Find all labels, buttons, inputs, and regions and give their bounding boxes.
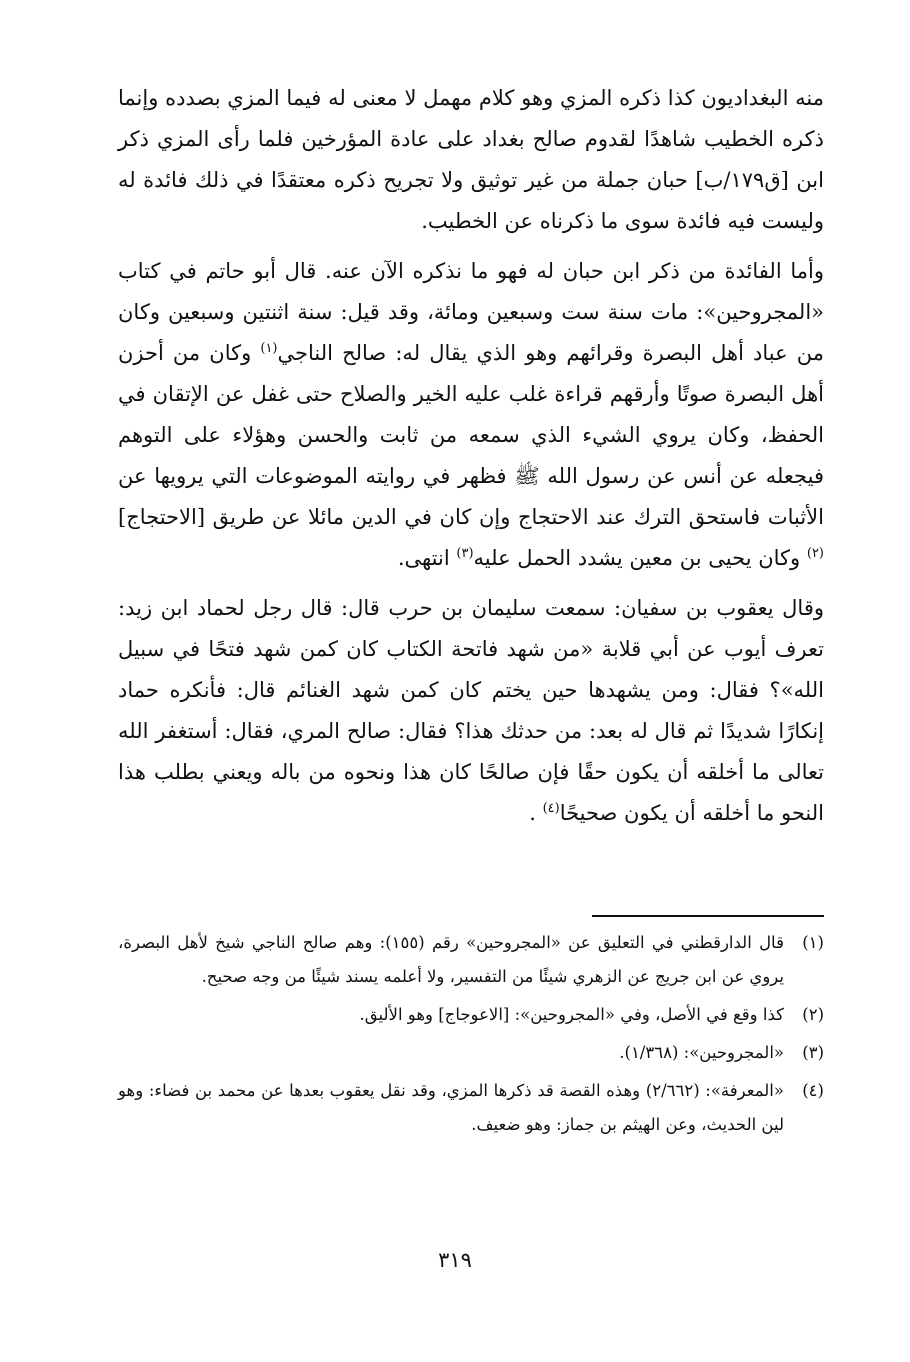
page-number: ٣١٩: [438, 1248, 472, 1272]
main-text: [118, 78, 824, 843]
paragraph-3-text-a: وقال يعقوب بن سفيان: سمعت سليمان بن حرب قال: قال رجل لحماد ابن زيد: تعرف أيوب عن أبي قلابة «من شهد فاتحة الكتاب كان كمن شهد فتحًا في سبيل الله»؟ فقال: ومن يشهدها حين يختم كان كمن شهد الغنائم قال: فأنكره حماد إنكارًا شديدًا ثم قال له بعد: من حدثك هذا؟ فقال: صالح المري، فقال: أستغفر الله تعالى ما أخلقه أن يكون حقًا فإن صالحًا كان هذا ونحوه من باله ويعني بطلب هذا النحو ما أخلقه أن يكون صحيحًا: [118, 596, 824, 825]
footnote-4-number: (٤): [802, 1081, 824, 1100]
paragraph-1-text: منه البغداديون كذا ذكره المزي وهو كلام مهمل لا معنى له فيما المزي بصدده وإنما ذكره الخطيب شاهدًا لقدوم صالح بغداد على عادة المؤرخين فلما رأى المزي ذكر ابن [ق١٧٩/ب] حبان جملة من غير توثيق ولا تجريح ذكره معتقدًا في ذلك فائدة له وليست فيه فائدة سوى ما ذكرناه عن الخطيب.: [118, 86, 824, 233]
footnote-3-text: «المجروحين»: (١/٣٦٨).: [619, 1043, 784, 1062]
paragraph-3-text-b: .: [529, 801, 543, 825]
footnote-1: [118, 926, 824, 994]
paragraph-3: [118, 588, 824, 834]
paragraph-2-text-a: وأما الفائدة من ذكر ابن حبان له فهو ما نذكره الآن عنه. قال أبو حاتم في كتاب «المجروحين»: مات سنة ست وسبعين ومائة، وقد قيل: سنة اثنتين وسبعين وكان من عباد أهل البصرة وقرائهم وهو الذي يقال له: صالح الناجي: [118, 259, 825, 365]
footnote-2: [118, 998, 824, 1032]
footnote-4: [118, 1074, 824, 1142]
paragraph-2-text-b: وكان من أحزن أهل البصرة صوتًا وأرقهم قراءة غلب عليه الخير والصلاح حتى غفل عن الإتقان في الحفظ، وكان يروي الشيء الذي سمعه من ثابت والحسن وهؤلاء على التوهم فيجعله عن أنس عن رسول الله ﷺ فظهر في روايته الموضوعات التي يرويها عن الأثبات فاستحق الترك عند الاحتجاج وإن كان في الدين مائلا عن طريق [الاحتجاج]: [118, 341, 824, 529]
paragraph-2-text-d: انتهى.: [397, 546, 457, 570]
footnote-3-number: (٣): [802, 1043, 824, 1062]
footnote-2-text: كذا وقع في الأصل، وفي «المجروحين»: [الاعوجاج] وهو الأليق.: [359, 1005, 784, 1024]
footnote-ref-2: (٢): [806, 546, 824, 561]
paragraph-1: [118, 78, 824, 242]
footnote-3: [118, 1036, 824, 1070]
footnote-2-number: (٢): [802, 1005, 824, 1024]
footnote-1-text: قال الدارقطني في التعليق عن «المجروحين» رقم (١٥٥): وهم صالح الناجي شيخ لأهل البصرة، يروي عن ابن جريج عن الزهري شيئًا من التفسير، ولا أعلمه يسند شيئًا من وجه صحيح.: [118, 933, 784, 986]
paragraph-2-text-c: وكان يحيى بن معين يشدد الحمل عليه: [473, 546, 807, 570]
footnote-separator: [592, 915, 824, 917]
footnote-1-number: (١): [802, 933, 824, 952]
footnote-ref-1: (١): [260, 341, 278, 356]
paragraph-2: [118, 251, 824, 579]
footnote-4-text: «المعرفة»: (٢/٦٦٢) وهذه القصة قد ذكرها المزي، وقد نقل يعقوب بعدها عن محمد بن فضاء: وهو لين الحديث، وعن الهيثم بن جماز: وهو ضعيف.: [118, 1081, 784, 1134]
footnote-ref-3: (٣): [456, 546, 474, 561]
footnote-ref-4: (٤): [542, 801, 560, 816]
footnotes: [118, 926, 824, 1146]
